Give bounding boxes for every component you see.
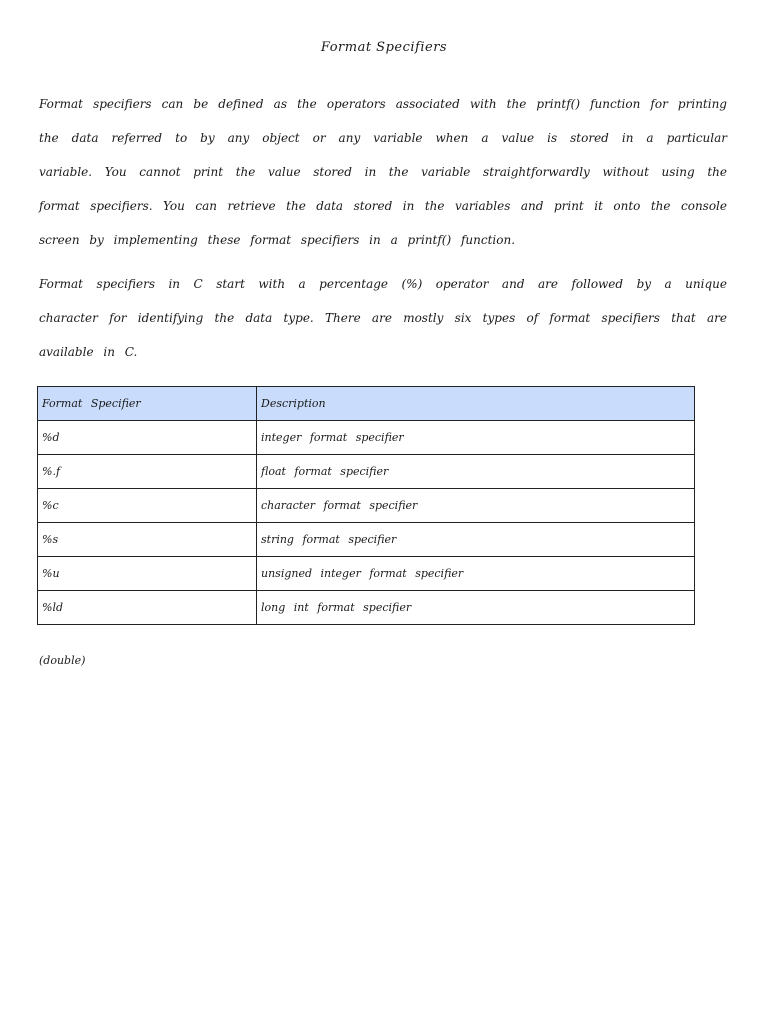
description-cell: float format specifier (257, 455, 695, 489)
document-title: Format Specifiers (320, 40, 448, 55)
specifier-cell: %.f (38, 455, 257, 489)
table-header-row (38, 387, 695, 421)
table-row (38, 523, 695, 557)
specifier-cell: %u (38, 557, 257, 591)
table-row (38, 591, 695, 625)
table-row (38, 489, 695, 523)
footnote: (double) (39, 654, 86, 667)
specifier-cell: %ld (38, 591, 257, 625)
format-specifier-table (37, 386, 695, 625)
description-cell: unsigned integer format specifier (257, 557, 695, 591)
intro-paragraph: Format specifiers can be defined as the operators associated with the printf() function for printing the data referred to by any object or any variable when a value is stored in a particular variable. You cannot print the value stored in the variable straightforwardly without using the format specifiers. You can retrieve the data stored in the variables and print it onto the console screen by implementing these format specifiers in a printf() function. (39, 97, 727, 247)
specifier-cell: %d (38, 421, 257, 455)
description-cell: character format specifier (257, 489, 695, 523)
specifier-cell: %s (38, 523, 257, 557)
table-row (38, 421, 695, 455)
column-header-format-specifier: Format Specifier (38, 387, 257, 421)
description-cell: string format specifier (257, 523, 695, 557)
column-header-description: Description (257, 387, 695, 421)
description-cell: integer format specifier (257, 421, 695, 455)
specifier-cell: %c (38, 489, 257, 523)
table-row (38, 557, 695, 591)
table-row (38, 455, 695, 489)
description-cell: long int format specifier (257, 591, 695, 625)
format-specifier-paragraph: Format specifiers in C start with a percentage (%) operator and are followed by a unique character for identifying the data type. There are mostly six types of format specifiers that are available in C. (39, 277, 727, 359)
